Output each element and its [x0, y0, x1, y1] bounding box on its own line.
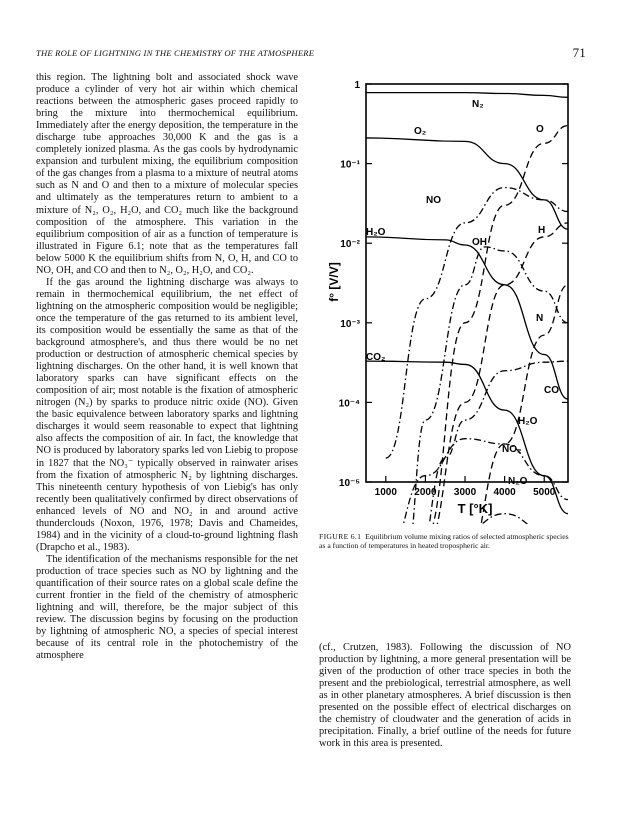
figure-caption [319, 532, 573, 551]
y-axis-label: f° [V/V] [327, 262, 341, 302]
species-label: N [536, 313, 544, 324]
x-tick-label: 4000 [493, 487, 516, 498]
y-tick-label: 10⁻¹ [340, 159, 360, 171]
right-column [319, 642, 571, 750]
species-label: H₂O [366, 227, 386, 238]
x-axis-label: T [°K] [457, 501, 493, 516]
species-label: NO₂ [502, 444, 522, 455]
species-label: N₂O [508, 476, 528, 487]
figure-caption-label: FIGURE 6.1 [319, 532, 362, 541]
running-header [36, 45, 586, 62]
y-tick-label: 1 [354, 80, 360, 91]
series-line [425, 514, 568, 524]
left-paragraph-3: The identification of the mechanisms responsible for the net production of trace species such as NO by lightning and the quantification of their source rates on a global scale define the current frontier in the field of the chemistry of atmospheric lightning and will, therefore, be the major subject of this review. The discussion begins by focusing on the production by lightning of atmospheric NO, a species of special interest because of its central role in the photochemistry of the atmosphere [36, 553, 298, 662]
chart-axes [366, 84, 568, 482]
species-label: NO [426, 195, 441, 206]
x-tick-label: 5000 [533, 487, 556, 498]
species-label: OH [472, 237, 487, 248]
x-tick-label: 2000 [414, 487, 437, 498]
left-column [36, 72, 298, 662]
plot-frame [366, 84, 568, 482]
y-tick-label: 10⁻⁴ [338, 398, 360, 410]
chart-ticks [339, 80, 568, 498]
series-line [366, 138, 568, 229]
left-paragraph-1: this region. The lightning bolt and associated shock wave produce a cylinder of very hot air within which chemical reactions between the atmospheric gases proceed rapidly to bring the mixture into thermochemical equilibrium. Immediately after the energy deposition, the temperature in the discharge tube approaches 30,000 K and the gas is a completely ionized plasma. As the gas cools by hydrodynamic expansion and turbulent mixing, the equilibrium composition of the gas changes from a plasma to a mixture of neutral atoms such as N and O and then to a mixture of molecular species and ultimately as the temperatures return to ambient to a mixture of N₂, O₂, H₂O, and CO₂ much like the background composition of the atmosphere. This variation in the equilibrium composition of air as a function of temperature is illustrated in Figure 6.1; note that as the temperatures fall below 5000 K the equilibrium shifts from N, O, H, and CO to NO, OH, and CO and then to N₂, O₂, H₂O, and CO₂. [36, 72, 298, 276]
running-title: THE ROLE OF LIGHTNING IN THE CHEMISTRY OF THE ATMOSPHERE [36, 48, 315, 58]
chart-species-labels [366, 99, 559, 487]
left-paragraph-2: If the gas around the lightning discharge was always to remain in thermochemical equilibrium, the net effect of lightning on the atmospheric composition would be negligible; once the temperature of the gas returned to its ambient level, its composition would be essentially the same as that of the background atmosphere's, and thus there would be no net production or destruction of atmospheric chemical species by lightning discharges. On the other hand, it is well known that laboratory sparks can have significant effects on the composition of air; most notable is the fixation of atmospheric nitrogen (N₂) by sparks to produce nitric oxide (NO). Given the basic equivalence between laboratory sparks and lightning discharges it would seem reasonable to expect that lightning also affects the composition of air. In fact, the knowledge that NO is produced by laboratory sparks led von Liebig to propose in 1827 that the NO₃⁻ typically observed in rainwater arises from the fixation of atmospheric N₂ by lightning discharges. This nineteenth century hypothesis of von Liebig's has only recently been qualitatively confirmed by direct observations of enhanced levels of NO and NO₂ in and around active thunderclouds (Noxon, 1976, 1978; Davis and Chameides, 1984) and in the vicinity of a cloud-to-ground lightning flash (Drapcho et al., 1983). [36, 276, 298, 553]
page-number: 71 [572, 45, 586, 60]
species-label: H₂O [518, 416, 538, 427]
figure-6-1-chart [322, 72, 580, 524]
chart-series [366, 93, 568, 524]
y-tick-label: 10⁻³ [340, 318, 360, 330]
species-label: CO [544, 385, 559, 396]
series-line [366, 93, 568, 98]
right-paragraph-1: (cf., Crutzen, 1983). Following the discussion of NO production by lightning, a more general presentation will be given of the production of other trace species in both the present and the prebiological, terrestrial atmosphere, as well as in other planetary atmospheres. A brief discussion is then presented on the possible effect of electrical discharges on the chemistry of cloudwater and the generation of acids in precipitation. Finally, a brief outline of the needs for future work in this area is presented. [319, 642, 571, 750]
y-tick-label: 10⁻⁵ [338, 478, 360, 489]
y-tick-label: 10⁻² [340, 239, 360, 251]
species-label: N₂ [472, 99, 484, 110]
species-label: H [538, 225, 546, 236]
species-label: CO₂ [366, 352, 386, 363]
x-tick-label: 1000 [374, 487, 397, 498]
figure-caption-text: Equilibrium volume mixing ratios of selected atmospheric species as a function of temperatures in heated tropospheric air. [319, 532, 569, 551]
series-line [425, 126, 568, 524]
x-tick-label: 3000 [453, 487, 477, 498]
species-label: O₂ [414, 126, 427, 137]
species-label: O [536, 124, 544, 135]
